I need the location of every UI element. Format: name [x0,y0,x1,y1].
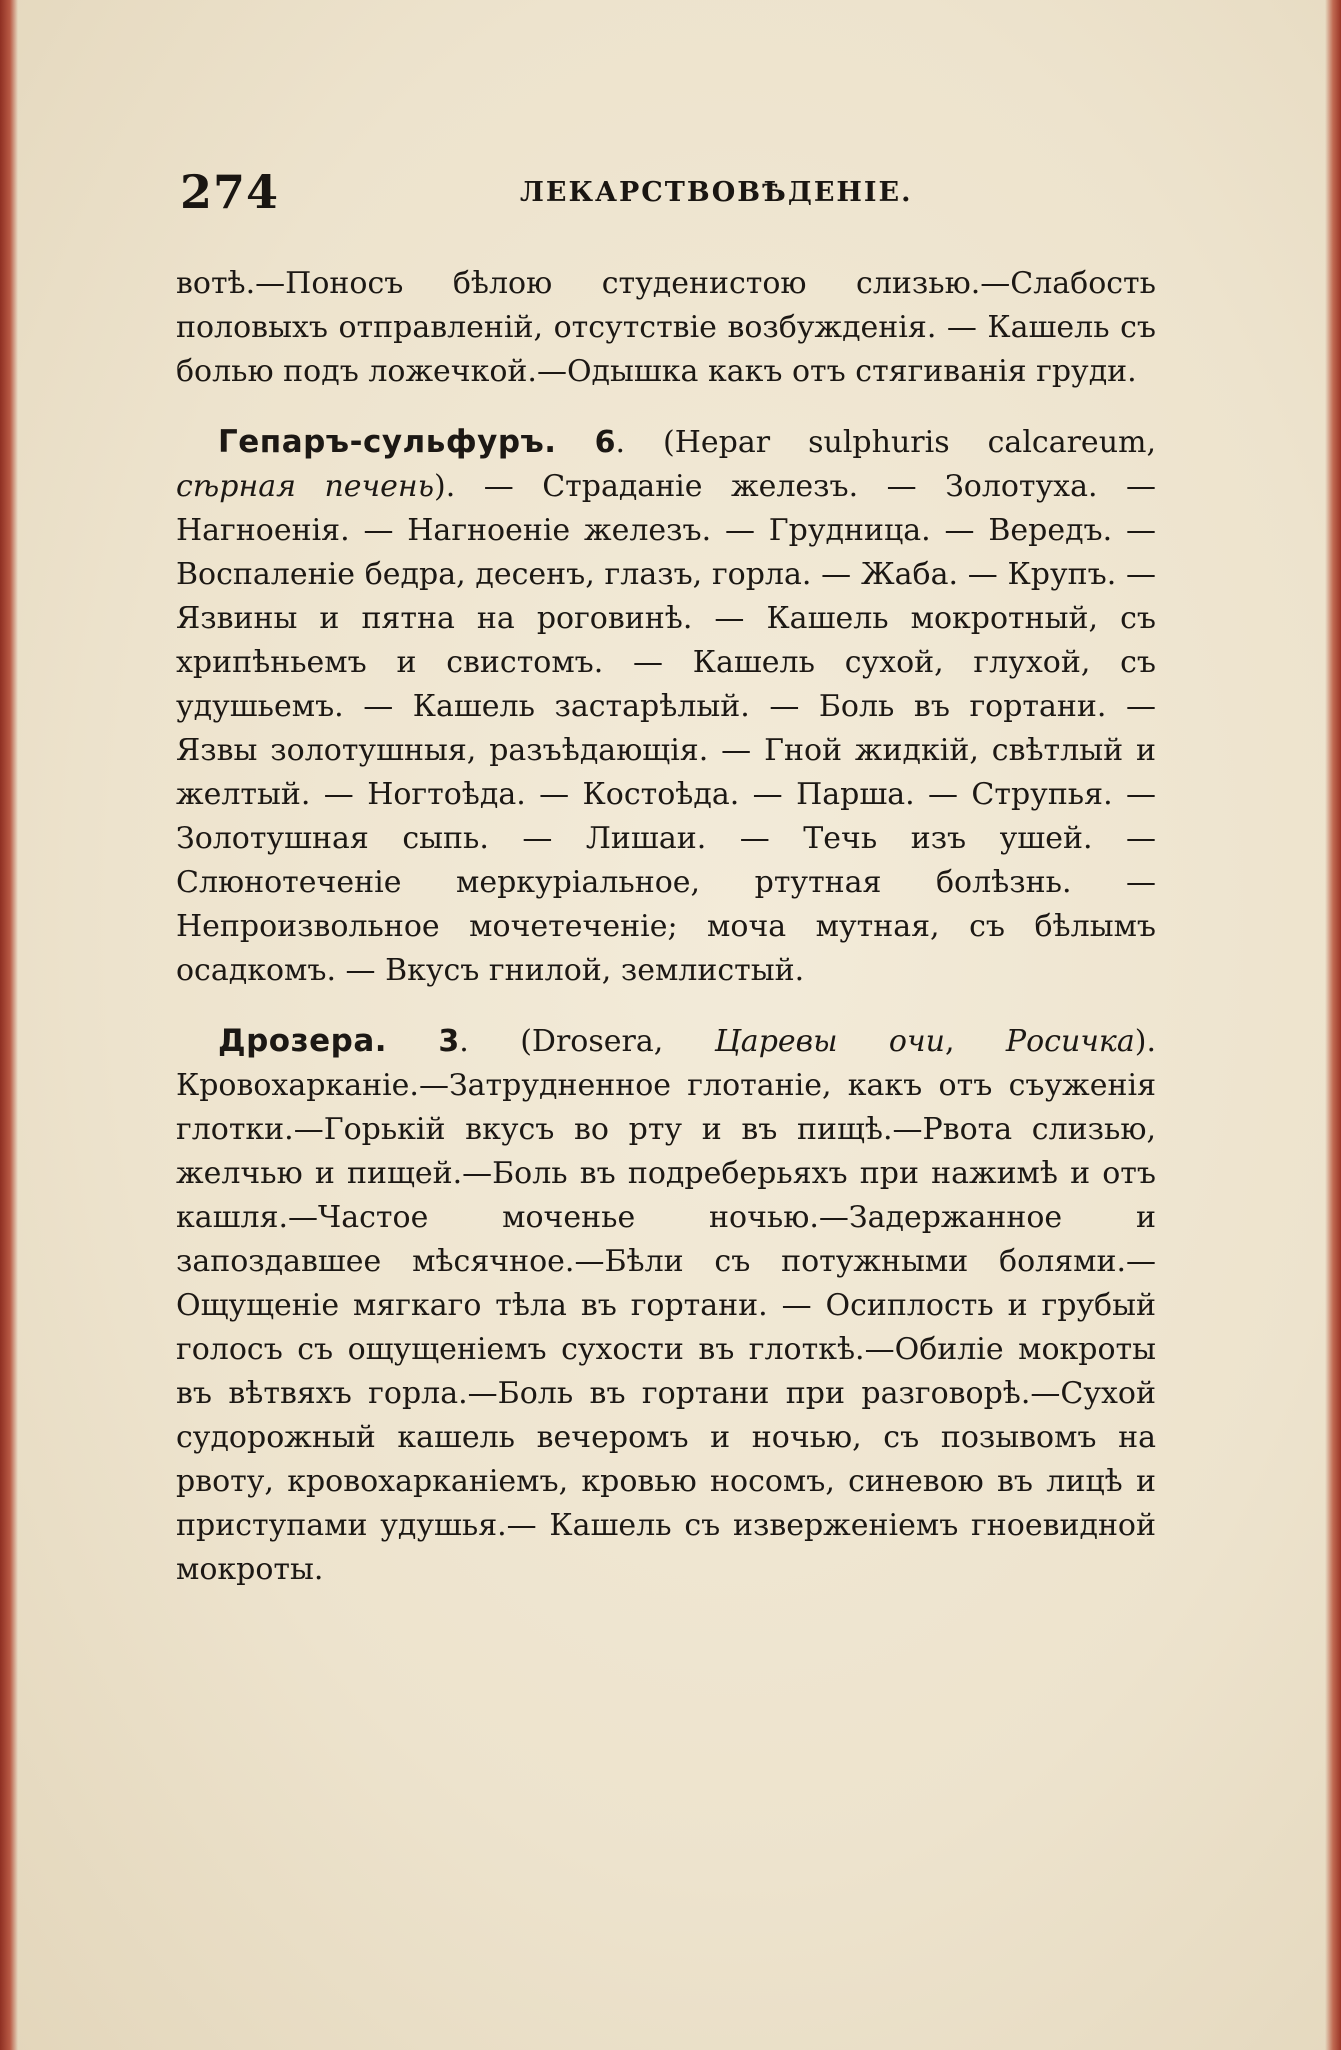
paragraph-continuation [176,262,1156,394]
remedy-dose: 3 [438,1024,460,1059]
running-head: ЛЕКАРСТВОВѢДЕНІЕ. [520,177,913,208]
remedy-dose: 6 [594,425,616,460]
paragraph-drosera: Дрозера. 3. (Drosera, Царевы очи, Росичка). Кровохарканіе.—Затрудненное глотаніе, какъ отъ съуженія глотки.—Горькій вкусъ во рту и въ пищѣ.—Рвота слизью, желчью и пищей.—Боль въ подреберьяхъ при нажимѣ и отъ кашля.—Частое моченье ночью.—Задержанное и запоздавшее мѣсячное.—Бѣли съ потужными болями.—Ощущеніе мягкаго тѣла въ гортани. — Осиплость и грубый голосъ съ ощущеніемъ сухости въ глоткѣ.—Обиліе мокроты въ вѣтвяхъ горла.—Боль въ гортани при разговорѣ.—Сухой судорожный кашель вечеромъ и ночью, съ позывомъ на рвоту, кровохарканіемъ, кровью носомъ, синевою въ лицѣ и приступами удушья.— Кашель съ изверженіемъ гноевидной мокроты. [176,1023,1156,1587]
paragraph-text: вотѣ.—Поносъ бѣлою студенистою слизью.—Слабость половыхъ отправленій, отсутствіе возбужденія. — Кашель съ болью подъ ложечкой.—Одышка какъ отъ стягиванія груди. [176,266,1156,389]
paragraph-text: ). Кровохарканіе.—Затрудненное глотаніе, какъ отъ съуженія глотки.—Горькій вкусъ во рту и въ пищѣ.—Рвота слизью, желчью и пищей.—Боль въ подреберьяхъ при нажимѣ и отъ кашля.—Частое моченье ночью.—Задержанное и запоздавшее мѣсячное.—Бѣли съ потужными болями.—Ощущеніе мягкаго тѣла въ гортани. — Осиплость и грубый голосъ съ ощущеніемъ сухости въ глоткѣ.—Обиліе мокроты въ вѣтвяхъ горла.—Боль въ гортани при разговорѣ.—Сухой судорожный кашель вечеромъ и ночью, съ позывомъ на рвоту, кровохарканіемъ, кровью носомъ, синевою въ лицѣ и приступами удушья.— Кашель съ изверженіемъ гноевидной мокроты. [176,1024,1156,1587]
page-header [180,165,1150,225]
paragraph-hepar [176,420,1156,993]
page-body [176,262,1156,1592]
latin-name: . (Hepar sulphuris calcareum, [615,425,1156,460]
page-edge-right [1325,0,1341,2050]
page-edge-left [0,0,18,2050]
page-number: 274 [180,165,280,219]
paragraph-text: ). — Страданіе железъ. — Золотуха. — Нагноенія. — Нагноеніе железъ. — Грудница. — Вередъ. — Воспаленіе бедра, десенъ, глазъ, горла. — Жаба. — Крупъ. — Язвины и пятна на роговинѣ. — Кашель мокротный, съ хрипѣньемъ и свистомъ. — Кашель сухой, глухой, съ удушьемъ. — Кашель застарѣлый. — Боль въ гортани. — Язвы золотушныя, разъѣдающія. — Гной жидкій, свѣтлый и желтый. — Ногтоѣда. — Костоѣда. — Парша. — Струпья. — Золотушная сыпь. — Лишаи. — Течь изъ ушей. — Слюнотеченіе меркуріальное, ртутная болѣзнь. — Непроизвольное мочетеченіе; моча мутная, съ бѣлымъ осадкомъ. — Вкусъ гнилой, землистый. [176,469,1156,988]
remedy-name: Гепаръ-сульфуръ. [218,424,557,460]
russian-name: сѣрная печень [176,469,435,504]
russian-name: Царевы очи [714,1024,945,1059]
russian-name-alt: Росичка [1005,1024,1135,1059]
remedy-name: Дрозера. [218,1023,388,1059]
latin-name: . (Drosera, [459,1024,664,1059]
